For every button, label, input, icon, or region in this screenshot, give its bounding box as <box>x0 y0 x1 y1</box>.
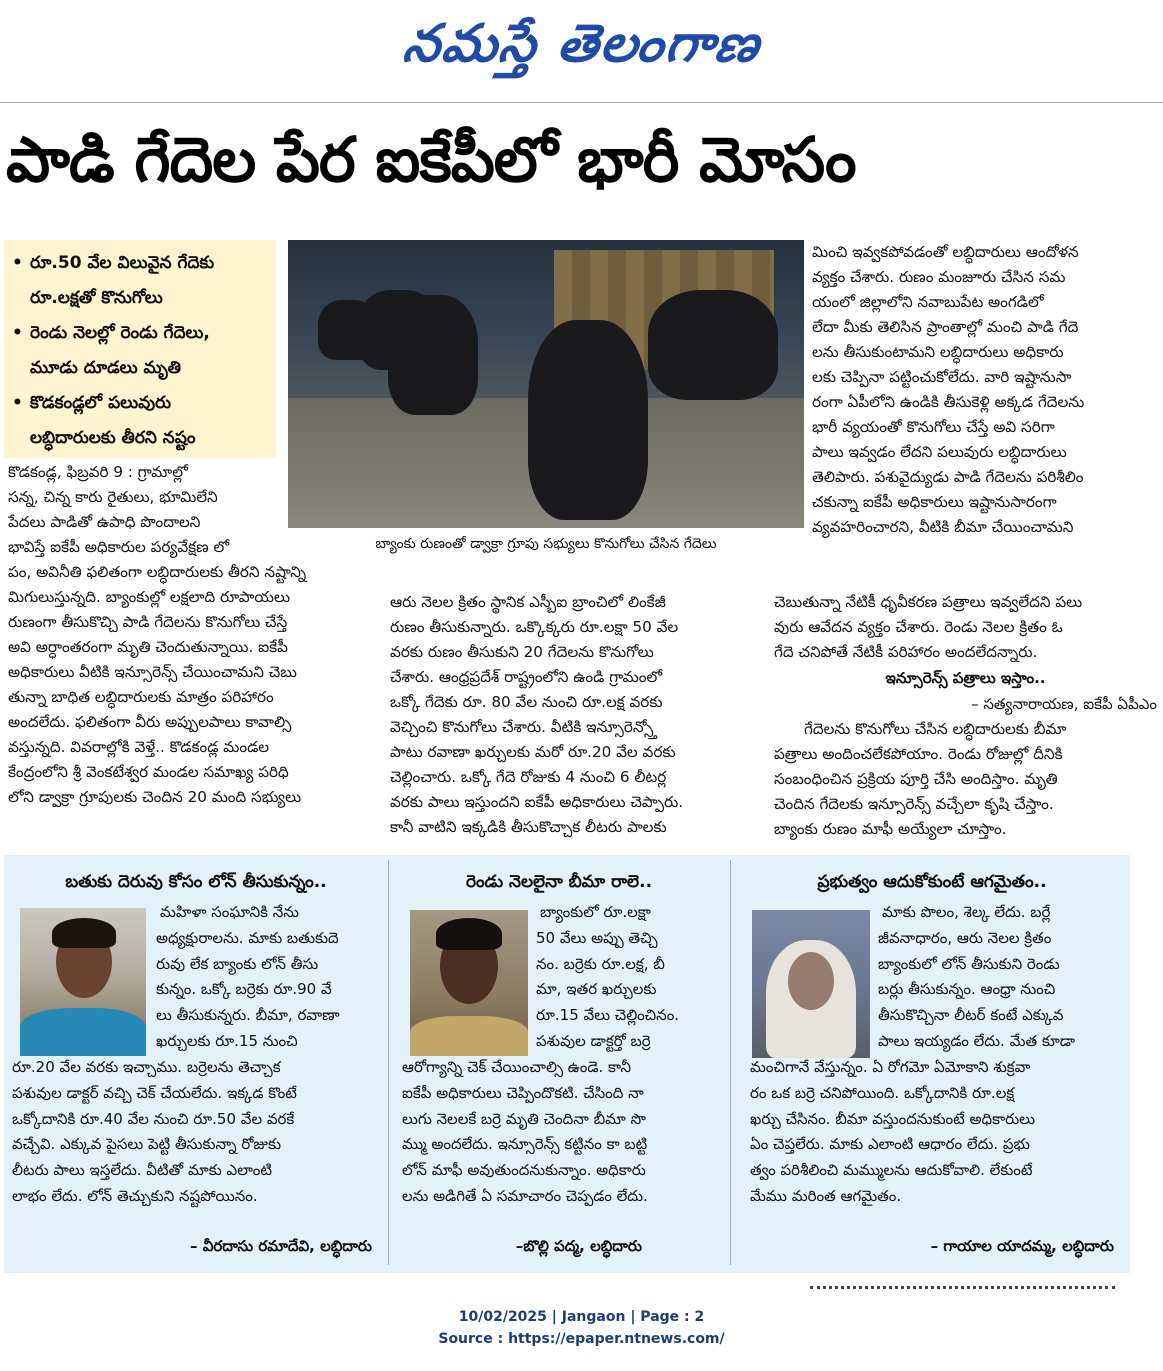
photo-caption: బ్యాంకు రుణంతో డ్వాక్రా గ్రూపు సభ్యులు కొనుగోలు చేసిన గేదెలు <box>375 536 717 552</box>
article-line: మించి ఇవ్వకపోవడంతో లబ్ధిదారులు ఆందోళన <box>812 243 1079 261</box>
article-line: భావిస్తే ఐకేపీ అధికారుల పర్యవేక్షణ లో <box>8 538 230 556</box>
footer <box>0 1306 1163 1350</box>
testimonial-line: లాభం లేదు. లోన్ తెచ్చుకుని నష్టపోయినం. <box>12 1186 258 1205</box>
article-column-right-bottom <box>774 590 1157 842</box>
article-line: పం, అవినీతి ఫలితంగా లబ్ధిదారులకు తీరని నష్టాన్ని <box>8 563 307 581</box>
testimonial-line: లీటరు పాలు ఇస్తలేదు. వీటితో మాకు ఎలాంటి <box>12 1161 272 1180</box>
testimonial-line: లు తీసుకున్నరు. బీమా, రవాణా <box>156 1006 340 1025</box>
testimonial-title: ప్రభుత్వం ఆదుకోకుంటే ఆగమైతం.. <box>817 872 1047 892</box>
testimonial-line: ఐకేపీ అధికారులు చెప్పిందొకటి. చేసింది నా <box>402 1083 644 1102</box>
testimonial-line: పశువుల డాక్టర్ వచ్చి చెక్ చేయలేదు. ఇక్కడ కొంటే <box>12 1083 297 1102</box>
testimonial-line: తీసుకొచ్చినా లీటర్ కంటే ఎక్కువ <box>878 1006 1064 1025</box>
testimonial-line: రం ఒక బర్రె చనిపోయింది. ఒక్కోదానికి రూ.లక్ష <box>750 1083 1015 1102</box>
testimonial-text <box>156 900 376 1055</box>
article-line: లేదా మీకు తెలిసిన ప్రాంతాల్లో మంచి పాడి గేదె <box>812 318 1079 336</box>
testimonial-box <box>740 860 1124 1265</box>
testimonial-line: రూ.15 వేలు చెల్లించినం. <box>536 1006 680 1025</box>
testimonial-line: మంచిగానే వేస్తున్నం. ఏ రోగమో ఏమోకాని శుక్రవా <box>750 1058 1031 1076</box>
portrait-saree <box>410 1016 528 1056</box>
testimonial-line: త్వం పరిశీలించి మమ్ములను ఆదుకోవాలి. లేకుంటే <box>750 1161 1033 1180</box>
testimonial-line: ఏం చెప్తలేరు. మాకు ఎలాంటి ఆధారం లేదు. ప్రభు <box>750 1135 1030 1154</box>
footer-source[interactable]: Source : https://epaper.ntnews.com/ <box>438 1331 725 1347</box>
testimonial-line: మేము మరింత ఆగమైతం. <box>750 1186 902 1205</box>
testimonial-signature: – వీరదాసు రమాదేవి, లబ్ధిదారు <box>189 1237 372 1255</box>
portrait-photo <box>20 908 146 1056</box>
article-line: లను తీసుకుంటామని లబ్ధిదారులు అధికారు <box>812 343 1064 361</box>
article-line: లకు చెప్పినా పట్టించుకోలేదు. వారి ఇష్టానుసా <box>812 368 1072 386</box>
article-line: కొడకండ్ల, ఫిబ్రవరి 9 : గ్రామాల్లో <box>8 463 188 481</box>
testimonial-line: బర్లు తీసుకున్నం. ఆంధ్రా నుంచి <box>878 980 1056 999</box>
article-line: సంబంధించిన ప్రక్రియ పూర్తి చేసి అందిస్తాం. మృతి <box>774 770 1058 788</box>
testimonial-box <box>396 860 722 1265</box>
masthead <box>0 0 1163 100</box>
article-column-middle <box>390 590 760 840</box>
testimonial-line: మహిళా సంఘానికి నేను <box>160 903 300 921</box>
testimonial-line: అధ్యక్షురాలను. మాకు బతుకుదె <box>156 928 339 947</box>
article-line: లోని డ్వాక్రా గ్రూపులకు చెందిన 20 మంది సభ్యులు <box>8 788 302 806</box>
article-line: బ్యాంకు రుణం మాఫీ అయ్యేలా చూస్తాం. <box>774 820 1007 838</box>
testimonial-line: లోన్ మాఫీ అవుతుందనుకున్నాం. అధికారు <box>402 1161 646 1180</box>
headline-block <box>6 112 1156 222</box>
testimonial-line: 50 వేలు అప్పు తెచ్చి <box>536 928 658 947</box>
cut-off-line <box>810 1286 1115 1292</box>
article-line: యంలో జిల్లాలోని నవాబుపేట అంగడిలో <box>812 293 1044 311</box>
testimonial-text <box>750 1055 1122 1210</box>
highlight-bullets <box>4 240 276 458</box>
testimonial-text <box>12 1055 378 1210</box>
article-line: వురు ఆవేదన వ్యక్తం చేశారు. రెండు నెలల క్రితం ఓ <box>774 618 1063 636</box>
bullet-item: • రూ.50 వేల విలువైన గేదెకు <box>12 253 215 273</box>
testimonial-line: బ్యాంకులో లోన్ తీసుకుని రెండు <box>878 954 1060 973</box>
article-line: కేంద్రంలోని శ్రీ వెంకటేశ్వర మండల సమాఖ్య పరిధి <box>8 763 289 781</box>
portrait-face <box>788 952 834 1010</box>
article-line: గేదె చనిపోతే నేటికీ పరిహారం అందలేదన్నారు. <box>774 643 1038 661</box>
masthead-logo: నమస్తే తెలంగాణ <box>399 13 765 74</box>
testimonial-line: జీవనాధారం, ఆరు నెలల క్రితం <box>878 928 1052 947</box>
article-line: సన్న, చిన్న కారు రైతులు, భూమిలేని <box>8 488 218 506</box>
article-line: చెబుతున్నా నేటికీ ధృవీకరణ పత్రాలు ఇవ్వలేదని పలు <box>774 593 1083 611</box>
article-line: చేశారు. ఆంధ్రప్రదేశ్ రాష్ట్రంలోని ఉండి గ్రామంలో <box>390 668 663 686</box>
testimonial-signature: – గాయాల యాదమ్మ, లబ్ధిదారు <box>930 1237 1114 1255</box>
testimonial-line: ఖర్చు చేసినం. బీమా వస్తుందనుకుంటే అధికారులు <box>750 1109 1036 1128</box>
article-line: రుణంగా తీసుకొచ్చి పాడి గేదెలను కొనుగోలు చేస్తే <box>8 613 288 631</box>
insurance-attribution: – సత్యనారాయణ, ఐకేపీ ఏపీఎం <box>971 695 1157 713</box>
article-column-right-top <box>812 240 1157 540</box>
testimonial-line: రూ.20 వేల వరకు ఇచ్చాము. బర్రెలను తెచ్చాక <box>12 1058 281 1076</box>
article-line: తెలిపారు. పశువైద్యుడు పాడి గేదెలను పరిశీలిం <box>812 468 1084 486</box>
article-line: పాలు ఇవ్వడం లేదని పలువురు లబ్ధిదారులు <box>812 443 1067 461</box>
article-line: రుణం తీసుకున్నారు. ఒక్కొక్కరు రూ.లక్షా 50 వేల <box>390 618 679 636</box>
article-line: పేదలు పాడితో ఉపాధి పొందాలని <box>8 513 201 531</box>
testimonial-text <box>536 900 716 1055</box>
testimonial-line: మాకు పొలం, శెల్క లేదు. బర్లే <box>882 903 1051 921</box>
divider <box>388 860 389 1265</box>
bullet-item-cont: రూ.లక్షతో కొనుగోలు <box>30 288 163 308</box>
article-line: చకున్నా ఐకేపీ అధికారులు ఇష్టానుసారంగా <box>812 493 1057 511</box>
testimonial-line: పశువుల డాక్టర్తో బర్రె <box>536 1031 651 1050</box>
buffalo-shape <box>388 295 478 415</box>
article-line: చెందిన గేదెలకు ఇన్సూరెన్స్ వచ్చేలా కృషి చేస్తాం. <box>774 795 1054 813</box>
article-line: వరకు పాలు ఇస్తుందని ఐకేపీ అధికారులు చెప్పారు. <box>390 793 684 811</box>
article-line: వరకు రుణం తీసుకుని 20 గేదెలను కొనుగోలు <box>390 643 654 661</box>
article-line: వ్యవహరించారని, వీటికి బీమా చేయించామని <box>812 518 1074 536</box>
testimonial-line: ఆరోగ్యాన్ని చెక్ చేయించాల్సి ఉండె. కానీ <box>402 1058 632 1076</box>
insurance-subheading: ఇన్సూరెన్స్ పత్రాలు ఇస్తాం.. <box>885 669 1046 687</box>
article-line: వెచ్చించి కొనుగోలు చేశారు. వీటికి ఇన్సూరెన్స్తో <box>390 718 658 736</box>
article-line: వస్తున్నది. వివరాల్లోకి వెళ్తే.. కొడకండ్ల మండల <box>8 738 270 756</box>
article-line: తున్నా బాధిత లబ్ధిదారులకు మాత్రం పరిహారం <box>8 688 274 706</box>
portrait-hair <box>436 918 502 950</box>
testimonial-line: నం. బర్రెకు రూ.లక్ష, బీ <box>536 954 665 973</box>
divider <box>730 860 731 1265</box>
portrait-photo <box>410 910 528 1056</box>
testimonial-line: పాలు ఇయ్యడం లేదు. మేత కూడా <box>878 1031 1076 1050</box>
testimonial-line: రువు లేక బ్యాంకు లోన్ తీసు <box>156 954 319 973</box>
portrait-hair <box>52 918 116 948</box>
testimonial-text <box>402 1055 718 1210</box>
testimonial-title: బతుకు దెరువు కోసం లోన్ తీసుకున్నం.. <box>65 872 327 892</box>
article-line: కానీ వాటిని ఇక్కడికి తీసుకొచ్చాక లీటరు పాలకు <box>390 818 667 836</box>
article-line: గేదెలను కొనుగోలు చేసిన లబ్ధిదారులకు బీమా <box>804 720 1067 738</box>
testimonial-line: ఖర్చులకు రూ.15 నుంచి <box>156 1031 298 1050</box>
bullet-item: • కొడకండ్లలో పలువురు <box>12 393 172 413</box>
article-line: భారీ వ్యయంతో కొనుగోలు చేస్తే అవి సరిగా <box>812 418 1055 436</box>
article-line: వ్యక్తం చేశారు. రుణం మంజూరు చేసిన సమ <box>812 268 1066 286</box>
testimonial-line: మ్ము అందలేదు. ఇన్సూరెన్స్ కట్టినం కా బట్టి <box>402 1135 648 1154</box>
testimonial-box <box>10 860 382 1265</box>
article-line: పాటు రవాణా ఖర్చులకు మరో రూ.20 వేల వరకు <box>390 743 676 761</box>
article-line: మిగులుస్తున్నది. బ్యాంకుల్లో లక్షలాది రూపాయలు <box>8 588 290 606</box>
bullet-item-cont: మూడు దూడలు మృతి <box>30 358 181 378</box>
article-line: అవి అర్ధాంతరంగా మృతి చెందుతున్నాయి. ఐకేపీ <box>8 638 288 656</box>
article-line: రంగా ఏపీలోని ఉండికి తీసుకెళ్లి అక్కడ గేదెలను <box>812 393 1085 411</box>
divider <box>0 102 1163 103</box>
portrait-saree <box>20 1008 146 1056</box>
bullet-item-cont: లబ్ధిదారులకు తీరని నష్టం <box>30 428 196 448</box>
article-line: చెల్లించారు. ఒక్కో గేదె రోజుకు 4 నుంచి 6 లీటర్ల <box>390 768 667 786</box>
testimonial-line: మా, ఇతర ఖర్చులకు <box>536 980 657 999</box>
testimonial-line: కున్నం. ఒక్కో బర్రెకు రూ.90 వే <box>156 980 332 999</box>
testimonial-line: బ్యాంకులో రూ.లక్షా <box>540 903 651 921</box>
bullet-item: • రెండు నెలల్లో రెండు గేదెలు, <box>12 323 210 343</box>
footer-dateline: 10/02/2025 | Jangaon | Page : 2 <box>458 1309 705 1325</box>
buffalo-shape <box>648 290 778 400</box>
testimonial-line: వచ్చేవి. ఎక్కువ పైసలు పెట్టి తీసుకున్నా రోజుకు <box>12 1135 282 1154</box>
testimonial-line: ఒక్కోదానికి రూ.40 వేల నుంచి రూ.50 వేల వరకే <box>12 1109 295 1128</box>
article-column-left <box>8 460 380 810</box>
article-line: పత్రాలు అందించలేకపోయాం. రెండు రోజుల్లో దీనికి <box>774 745 1063 763</box>
testimonial-line: లుగు నెలలకే బర్రె మృతి చెందినా బీమా సొ <box>402 1109 646 1128</box>
testimonial-signature: –బొల్లి పద్మ, లబ్ధిదారు <box>515 1237 642 1255</box>
article-line: అధికారులు వీటికి ఇన్సూరెన్స్ చేయించామని చెబు <box>8 663 297 681</box>
testimonial-text <box>878 900 1118 1055</box>
article-line: అందలేదు. ఫలితంగా వీరు అప్పులపాలు కావాల్సి <box>8 713 292 731</box>
portrait-photo <box>752 910 870 1058</box>
testimonial-line: లను అడిగితే ఏ సమాచారం చెప్పడం లేదు. <box>402 1186 648 1205</box>
article-line: ఆరు నెలల క్రితం స్థానిక ఎస్బీఐ బ్రాంచిలో లింకేజీ <box>390 593 666 611</box>
headline: పాడి గేదెల పేర ఐకేపీలో భారీ మోసం <box>6 123 856 196</box>
testimonial-title: రెండు నెలలైనా బీమా రాలె.. <box>465 872 653 892</box>
buffalo-shape <box>528 320 648 520</box>
article-line: ఒక్కో గేదెకు రూ. 80 వేల నుంచి రూ.లక్ష వరకు <box>390 693 663 711</box>
